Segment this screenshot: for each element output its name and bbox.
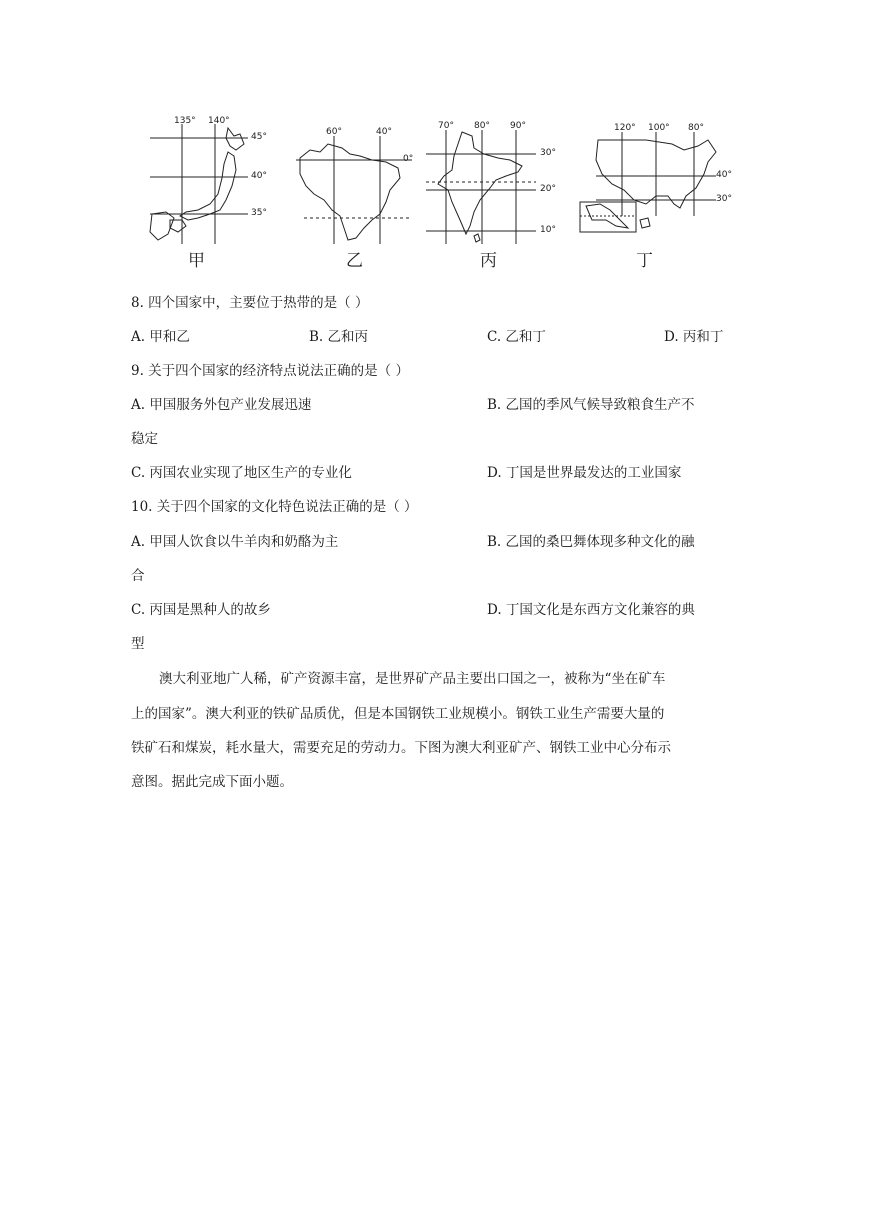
question-10-stem: 10. 关于四个国家的文化特色说法正确的是（ ） — [131, 499, 418, 515]
map-bing-lon-70: 70° — [438, 121, 454, 131]
map-bing-lat-20: 20° — [540, 184, 556, 194]
question-9-option-b: B. 乙国的季风气候导致粮食生产不 — [487, 397, 695, 413]
map-jia-lat-35: 35° — [251, 208, 267, 218]
map-bing-name: 丙 — [480, 251, 497, 271]
map-yi-lon-40: 40° — [376, 127, 392, 137]
map-jia-lon-140: 140° — [208, 116, 230, 126]
question-10-option-d: D. 丁国文化是东西方文化兼容的典 — [487, 602, 695, 618]
map-yi-lat-0: 0° — [403, 154, 414, 164]
question-10-option-b: B. 乙国的桑巴舞体现多种文化的融 — [487, 534, 695, 550]
question-9-option-b-wrap: 稳定 — [131, 431, 158, 447]
map-yi-lon-60: 60° — [326, 127, 342, 137]
map-jia-lat-40: 40° — [251, 171, 267, 181]
map-yi-drawing — [290, 116, 420, 251]
question-8-stem: 8. 四个国家中，主要位于热带的是（ ） — [131, 295, 369, 311]
map-bing — [424, 116, 574, 271]
question-9-stem: 9. 关于四个国家的经济特点说法正确的是（ ） — [131, 363, 409, 379]
map-ding-lon-120: 120° — [614, 123, 636, 133]
map-jia-lat-45: 45° — [251, 132, 267, 142]
map-ding-name: 丁 — [636, 251, 653, 271]
question-10-option-a: A. 甲国人饮食以牛羊肉和奶酪为主 — [131, 534, 339, 550]
country-maps-figure — [140, 116, 740, 271]
map-ding-lon-100: 100° — [648, 123, 670, 133]
map-ding-lat-30: 30° — [716, 194, 732, 204]
question-10-option-d-wrap: 型 — [131, 636, 145, 652]
question-10-option-b-wrap: 合 — [131, 568, 145, 584]
question-9-option-c: C. 丙国农业实现了地区生产的专业化 — [131, 465, 352, 481]
map-yi-name: 乙 — [346, 251, 363, 271]
passage-line-3: 铁矿石和煤炭，耗水量大，需要充足的劳动力。下图为澳大利亚矿产、钢铁工业中心分布示 — [131, 740, 671, 756]
question-10-option-c: C. 丙国是黑种人的故乡 — [131, 602, 271, 618]
map-jia-lon-135: 135° — [174, 116, 196, 126]
passage-line-1: 澳大利亚地广人稀，矿产资源丰富，是世界矿产品主要出口国之一，被称为“坐在矿车 — [159, 671, 666, 687]
map-bing-lat-30: 30° — [540, 148, 556, 158]
map-yi — [290, 116, 420, 271]
map-jia — [140, 116, 280, 271]
map-ding-lat-40: 40° — [716, 170, 732, 180]
passage-line-4: 意图。据此完成下面小题。 — [131, 774, 293, 790]
map-bing-lat-10: 10° — [540, 225, 556, 235]
map-bing-lon-90: 90° — [510, 121, 526, 131]
map-jia-name: 甲 — [188, 251, 205, 271]
map-ding — [576, 116, 740, 271]
passage-line-2: 上的国家”。澳大利亚的铁矿品质优，但是本国钢铁工业规模小。钢铁工业生产需要大量的 — [131, 706, 665, 722]
map-ding-lon-80: 80° — [688, 123, 704, 133]
question-8-option-a: A. 甲和乙 — [131, 329, 190, 345]
question-8-option-b: B. 乙和丙 — [309, 329, 369, 345]
question-8-option-d: D. 丙和丁 — [664, 329, 724, 345]
map-bing-lon-80: 80° — [474, 121, 490, 131]
question-9-option-a: A. 甲国服务外包产业发展迅速 — [131, 397, 312, 413]
map-ding-drawing — [576, 116, 740, 251]
question-9-option-d: D. 丁国是世界最发达的工业国家 — [487, 465, 682, 481]
question-8-option-c: C. 乙和丁 — [487, 329, 546, 345]
